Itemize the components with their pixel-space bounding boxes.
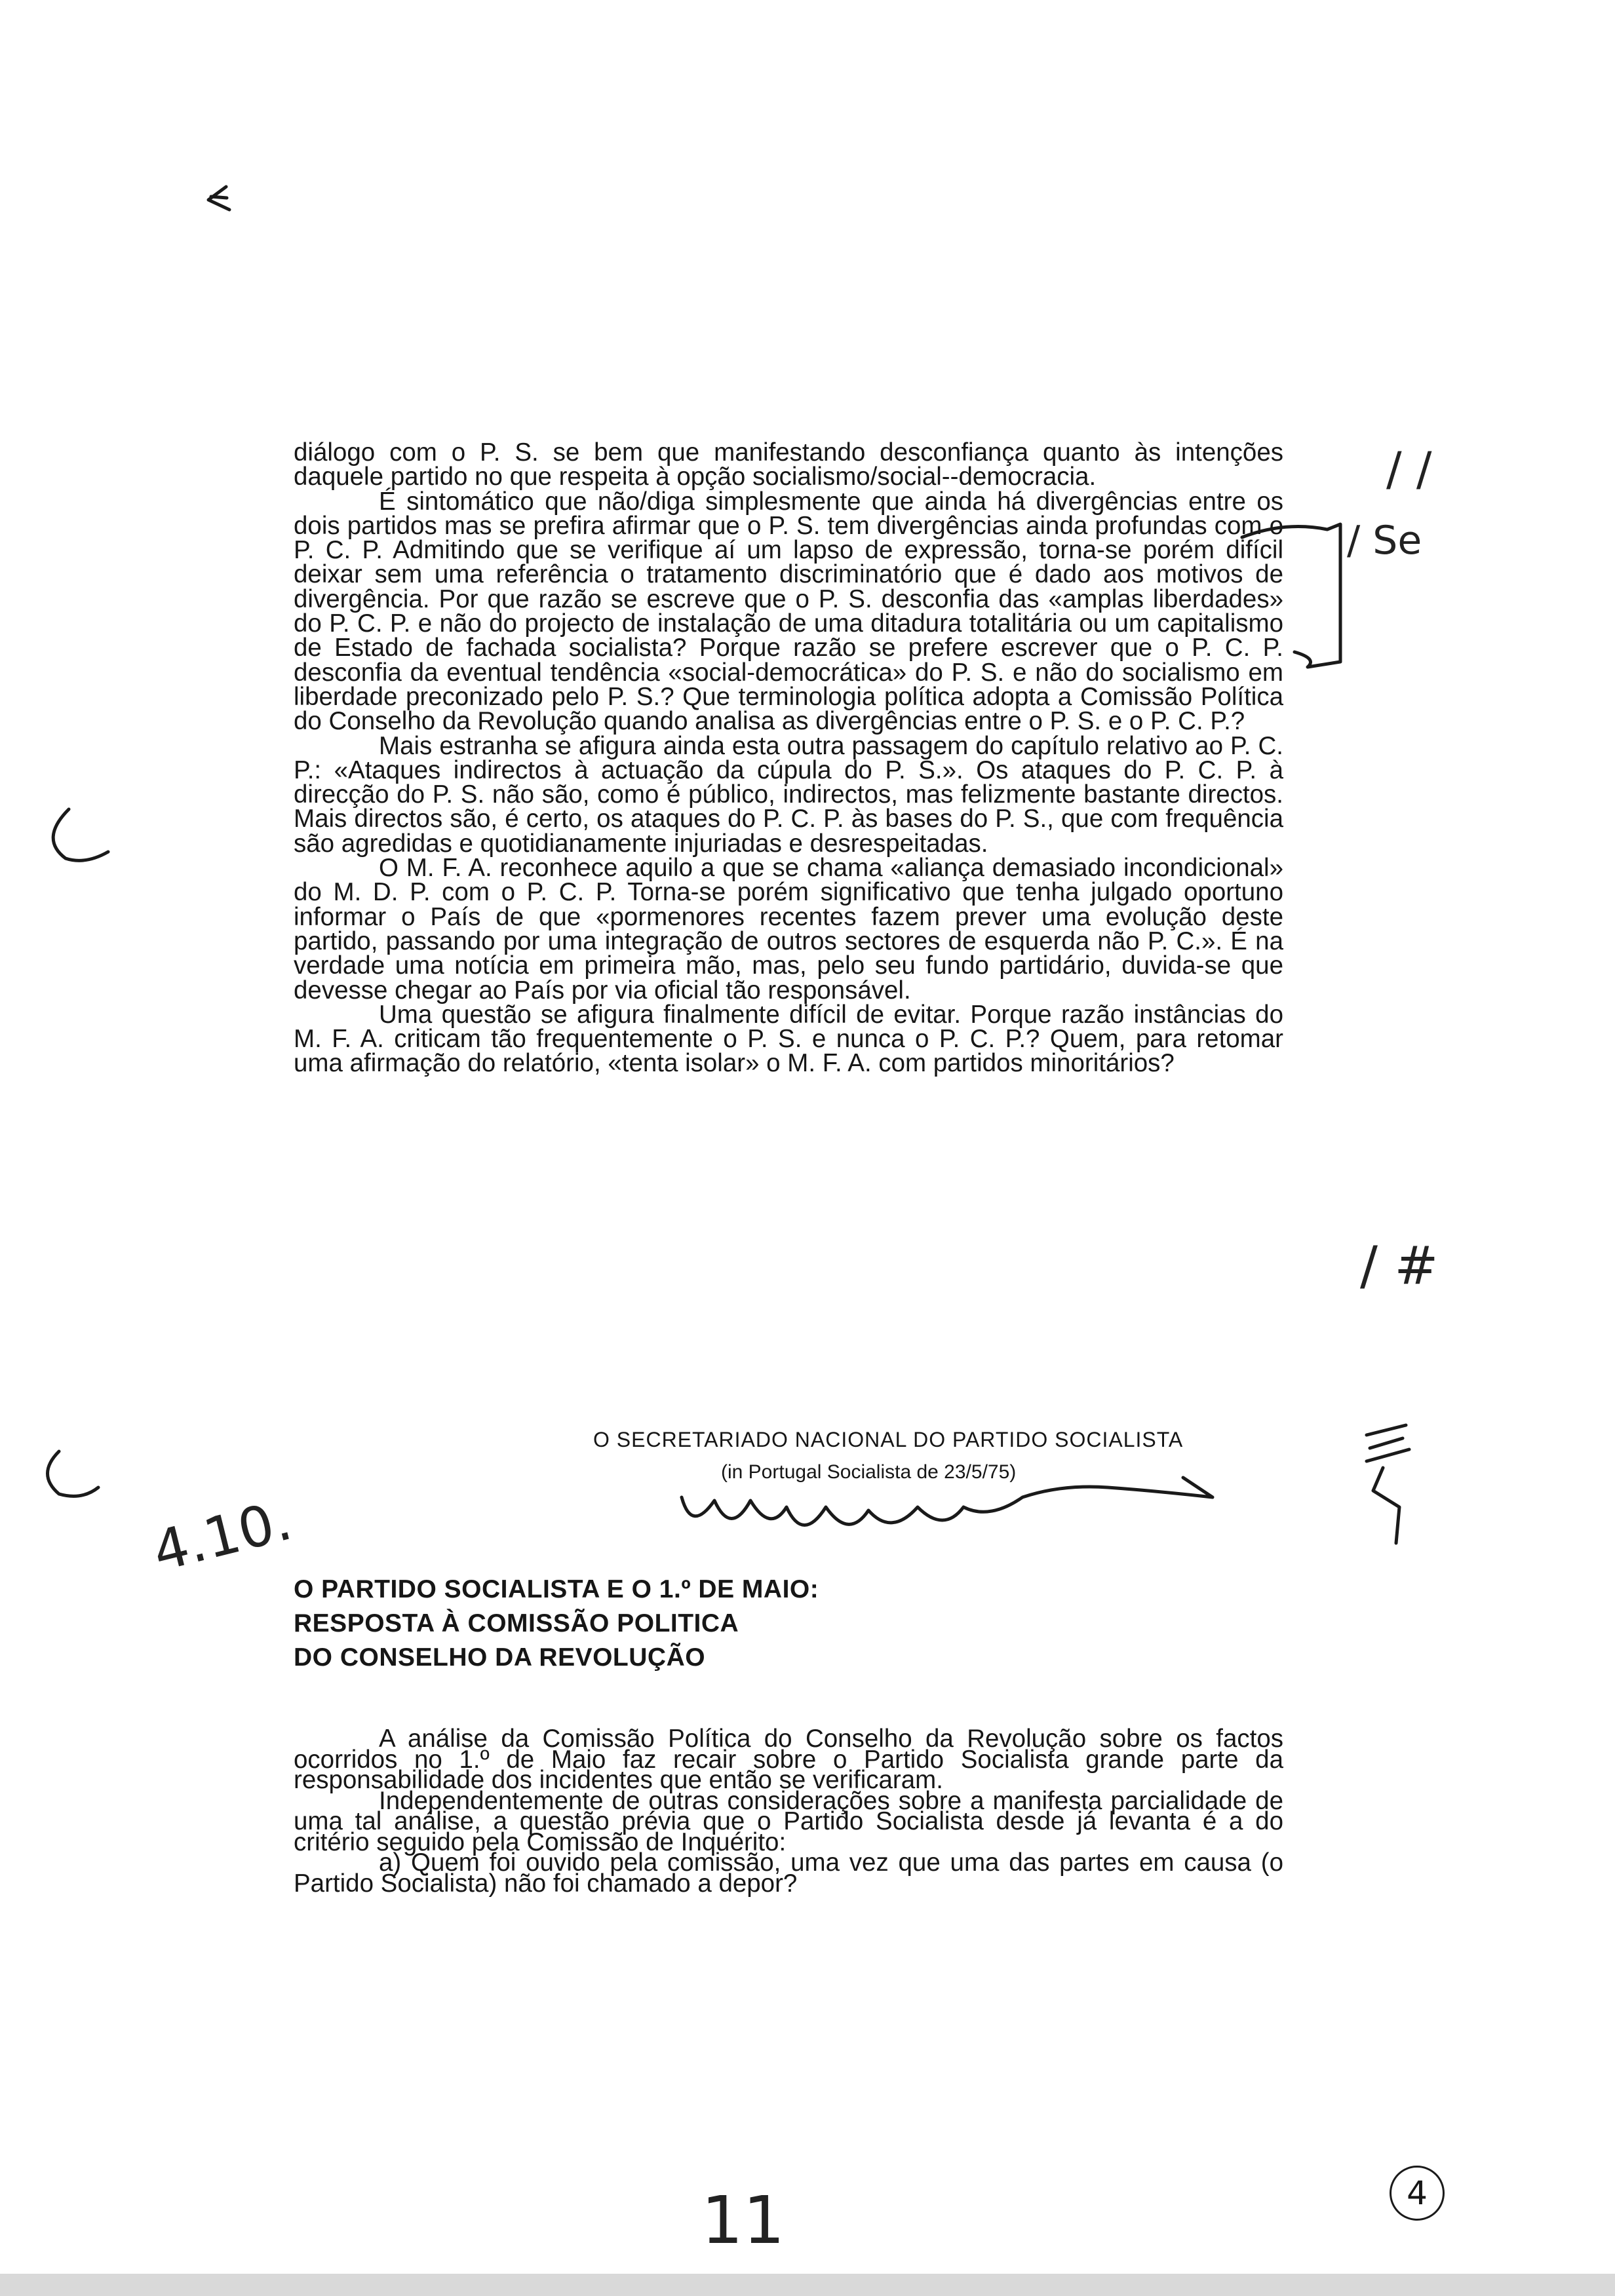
paragraph: O M. F. A. reconhece aquilo a que se chama «aliança demasiado incondicional» do M. D. P. com o P. C. P. Torna-se porém significativo que tenha julgado oportuno informar o País de que «pormenores recentes fazem prever uma evolução deste partido, passando por uma integração de outros sectores de esquerda não P. C.». É na verdade uma notícia em primeira mão, mas, pelo seu fundo partidário, duvida-se que devesse chegar ao País por via oficial tão responsável. [294, 854, 1283, 1004]
paragraph: É sintomático que não/diga simplesmente que ainda há divergências entre os dois partidos mas se prefira afirmar que o P. S. tem divergências ainda profundas com o P. C. P. Admitindo que se verifique aí um lapso de expressão, torna-se porém difícil deixar sem uma referência o tratamento discriminatório que é dado aos motivos de divergência. Por que razão se escreve que o P. S. desconfia das «amplas liberdades» do P. C. P. e não do projecto de instalação de uma ditadura totalitária ou um capitalismo de Estado de fachada socialista? Porque razão se prefere escrever que o P. C. P. desconfia da eventual tendência «social-democrática» do P. S. e não do socialismo em liberdade preconizado pelo P. S.? Que terminologia política adopta a Comissão Política do Conselho da Revolução quando analisa as divergências entre o P. S. e o P. C. P.? [294, 487, 1283, 736]
list-item-a: a) Quem foi ouvido pela comissão, uma vez que uma das partes em causa (o Partido Socialista) não foi chamado a depor? [294, 1848, 1283, 1898]
side-number-note: 4.10. [146, 1487, 298, 1584]
paragraph: A análise da Comissão Política do Conselho da Revolução sobre os factos ocorridos no 1.º de Maio faz recair sobre o Partido Socialista grande parte da responsabilidade dos incidentes que então se verificaram. [294, 1725, 1283, 1794]
paragraph: diálogo com o P. S. se bem que manifestando desconfiança quanto às intenções daquele partido no que respeita à opção socialismo/social--democracia. [294, 438, 1283, 491]
bracket-mark [1242, 524, 1340, 667]
heading-line: RESPOSTA À COMISSÃO POLITICA [294, 1609, 739, 1637]
hole-punch-mark-bottom [48, 1451, 99, 1496]
corner-arrow-mark [208, 187, 229, 210]
paragraph: Uma questão se afigura finalmente difícil de evitar. Porque razão instâncias do M. F. A. criticam tão frequentemente o P. S. e nunca o P. C. P.? Quem, para retomar uma afirmação do relatório, «tenta isolar» o M. F. A. com partidos minoritários? [294, 1000, 1283, 1078]
hole-punch-mark-top [53, 809, 108, 860]
heading-line: DO CONSELHO DA REVOLUÇÃO [294, 1643, 706, 1672]
bottom-mark: 11 [701, 2182, 785, 2259]
margin-note-2: / Se [1347, 518, 1422, 564]
margin-note-3: / # [1360, 1235, 1439, 1296]
handwritten-signature [682, 1478, 1213, 1525]
paragraph: Independentemente de outras considerações sobre a manifesta parcialidade de uma tal análise, a questão prévia que o Partido Socialista desde já levanta é a do critério seguido pela Comissão de Inquérito: [294, 1786, 1283, 1856]
page-number-circle: 4 [1390, 2166, 1445, 2221]
heading-line: O PARTIDO SOCIALISTA E O 1.º DE MAIO: [294, 1575, 819, 1603]
paragraph: Mais estranha se afigura ainda esta outra passagem do capítulo relativo ao P. C. P.: «Ataques indirectos à actuação da cúpula do P. S.». Os ataques do P. C. P. à direcção do P. S. não são, como é público, indirectos, mas felizmente bastante directos. Mais directos são, é certo, os ataques do P. C. P. às bases do P. S., que com frequência são agredidas e quotidianamente injuriadas e desrespeitadas. [294, 731, 1283, 858]
signature-author: O SECRETARIADO NACIONAL DO PARTIDO SOCIALISTA [593, 1428, 1184, 1451]
margin-scribble [1367, 1425, 1409, 1543]
margin-note-1: / / [1386, 442, 1432, 496]
scan-edge-shadow [0, 2274, 1615, 2296]
signature-source: (in Portugal Socialista de 23/5/75) [721, 1461, 1017, 1483]
